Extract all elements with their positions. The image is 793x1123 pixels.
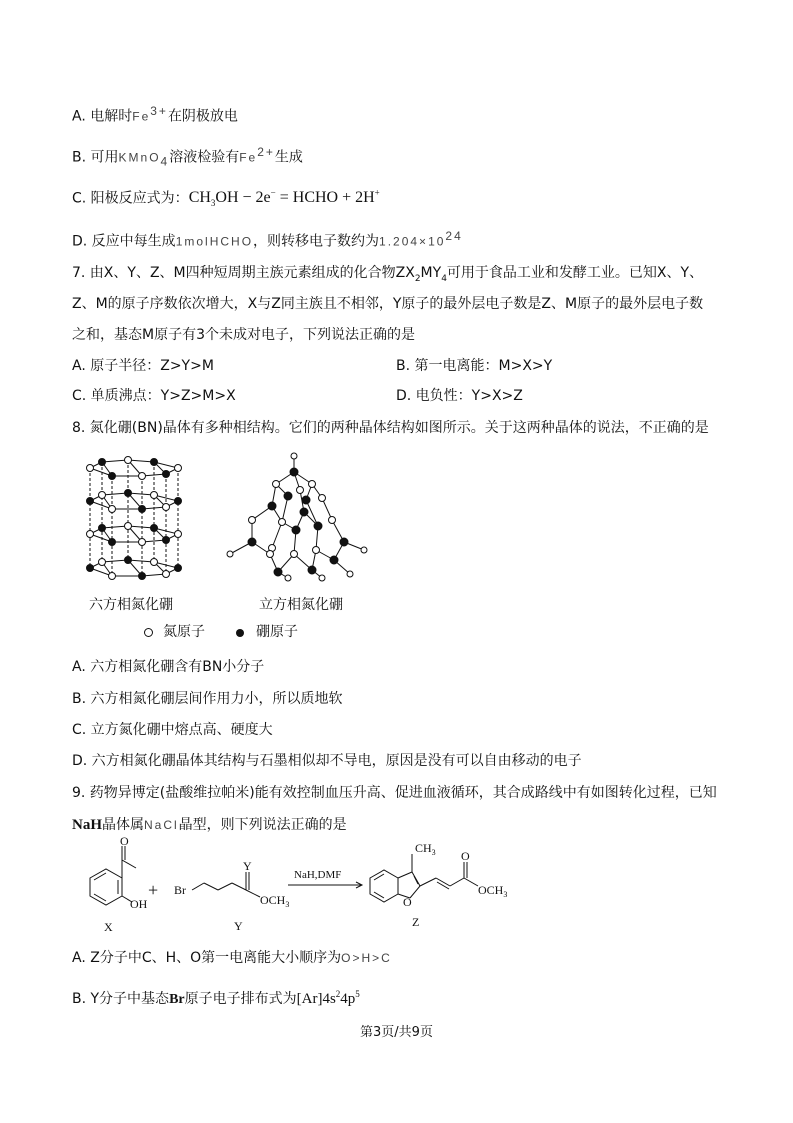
svg-text:Y: Y xyxy=(234,919,243,933)
legend-nitrogen: 氮原子 xyxy=(144,621,205,641)
svg-text:Br: Br xyxy=(174,883,186,897)
q9-option-a: A. Z分子中C、H、O第一电离能大小顺序为O>H>C xyxy=(72,950,392,966)
q7-stem-line2: Z、M的原子序数依次增大，X与Z同主族且不相邻，Y原子的最外层电子数是Z、M原子的最外层电子数 xyxy=(72,296,704,312)
reaction-scheme xyxy=(60,834,540,938)
q8-option-b: B. 六方相氮化硼层间作用力小，所以质地软 xyxy=(72,691,343,707)
svg-text:OCH3: $OCH_3$ xyxy=(478,883,508,899)
filled-circle-icon xyxy=(236,629,244,637)
q8-option-d: D. 六方相氮化硼晶体其结构与石墨相似却不导电，原因是没有可以自由移动的电子 xyxy=(72,753,582,769)
legend-boron: 硼原子 xyxy=(236,621,298,641)
q8-stem: 8. 氮化硼(BN)晶体有多种相结构。它们的两种晶体结构如图所示。关于这两种晶体的说法，不正确的是 xyxy=(72,420,709,436)
q6-option-c: C. 阳极反应式为：$CH_3OH - 2e^-$ = HCHO + 2H+ xyxy=(72,188,380,209)
svg-text:Y: Y xyxy=(243,859,252,873)
svg-text:NaH,DMF: NaH,DMF xyxy=(294,869,342,881)
q6-option-d: D. 反应中每生成1molHCHO，则转移电子数约为$1.204\times 10^{24}$ xyxy=(72,229,463,250)
q7-option-a: A. 原子半径：Z>Y>M xyxy=(72,358,214,374)
q7-option-b: B. 第一电离能：M>X>Y xyxy=(396,358,553,374)
svg-text:+: + xyxy=(148,880,159,900)
hexagonal-bn-structure-figure xyxy=(70,448,200,588)
cubic-bn-caption: 立方相氮化硼 xyxy=(259,598,343,613)
svg-text:Z: Z xyxy=(412,915,420,929)
svg-text:OCH3: $OCH_3$ xyxy=(260,893,290,909)
q7-option-c: C. 单质沸点：Y>Z>M>X xyxy=(72,388,236,404)
q9-stem-line2: NaH晶体属NaCl晶型，则下列说法正确的是 xyxy=(72,817,347,833)
open-circle-icon xyxy=(144,628,153,637)
q9-option-b: B. Y分子中基态Br原子电子排布式为$[Ar]4s^24p^5$ xyxy=(72,989,360,1007)
svg-text:O: O xyxy=(461,849,470,863)
hexagonal-bn-caption: 六方相氮化硼 xyxy=(89,598,173,613)
svg-text:CH3: $CH_3$ xyxy=(415,841,436,857)
q6-option-b: B. 可用KMnO$_4$溶液检验有$Fe^{2+}$生成 xyxy=(72,145,303,169)
q7-option-d: D. 电负性：Y>X>Z xyxy=(396,388,523,404)
q7-stem-line3: 之和，基态M原子有3个未成对电子，下列说法正确的是 xyxy=(72,327,415,343)
svg-text:O: O xyxy=(403,895,412,909)
cubic-bn-structure-figure xyxy=(222,450,372,585)
q6-option-a: A. 电解时$Fe^{3+}$在阴极放电 xyxy=(72,104,238,125)
svg-text:OH: OH xyxy=(130,897,148,911)
svg-text:X: X xyxy=(104,920,113,934)
svg-text:O: O xyxy=(120,834,129,848)
q8-option-c: C. 立方氮化硼中熔点高、硬度大 xyxy=(72,722,273,738)
q9-stem-line1: 9. 药物异博定(盐酸维拉帕米)能有效控制血压升高、促进血液循环，其合成路线中有如图转化过程，已知 xyxy=(72,785,717,801)
q8-option-a: A. 六方相氮化硼含有BN小分子 xyxy=(72,659,265,675)
q7-stem-line1: 7. 由X、Y、Z、M四种短周期主族元素组成的化合物$ZX_2MY_4$可用于食品工业和发酵工业。已知X、Y、 xyxy=(72,265,704,284)
page-footer: 第3页/共9页 xyxy=(360,1025,433,1040)
